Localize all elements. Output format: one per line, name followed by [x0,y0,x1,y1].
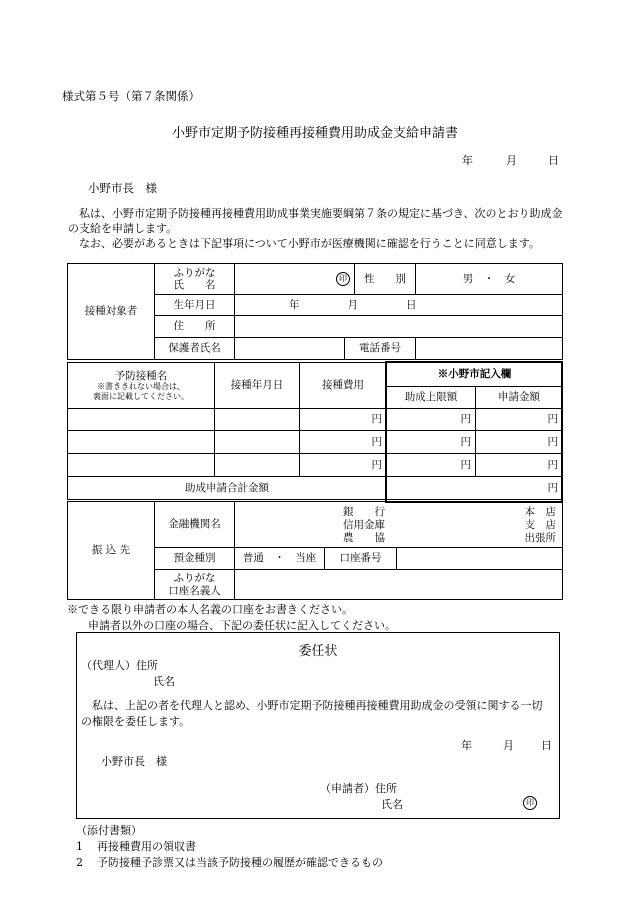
cost-cell[interactable]: 円 [300,431,387,454]
agent-address-label: （代理人）住所 [81,659,158,672]
proxy-box [76,632,560,819]
proxy-note: 申請者以外の口座の場合、下記の委任状に記入してください。 [88,619,396,632]
vaccination-date-cell[interactable] [215,454,300,477]
limit-cell: 円 [387,431,476,454]
cost-cell[interactable]: 円 [300,454,387,477]
applied-amount-header: 申請金額 [476,387,563,409]
applicant-name-label: 氏名 [381,798,403,811]
vaccine-name-cell[interactable] [68,454,215,477]
phone-field[interactable] [416,338,563,360]
address-field[interactable] [235,316,563,338]
limit-cell: 円 [387,454,476,477]
guardian-field[interactable] [235,338,345,360]
account-number-label: 口座番号 [325,548,397,570]
proxy-date-year: 年 [461,739,472,752]
bank-label: 金融機関名 [155,502,235,548]
bank-field[interactable] [235,502,563,548]
table-row [68,431,563,454]
target-section-label: 接種対象者 [68,264,155,360]
seal-mark: 印 [336,272,350,286]
account-note: ※できる限り申請者の本人名義の口座をお書きください。 [67,603,353,616]
limit-amount-header: 助成上限額 [387,387,476,409]
proxy-title: 委任状 [298,644,338,659]
date-year: 年 [462,154,473,167]
total-label: 助成申請合計金額 [68,477,387,500]
bank-type-list: 銀 行 信用金庫 農 協 [343,506,385,544]
birth-label: 生年月日 [155,295,235,316]
table-row [68,409,563,431]
account-number-field[interactable] [397,548,563,570]
table-row [68,454,563,477]
vaccine-name-cell[interactable] [68,409,215,431]
vaccination-date-cell[interactable] [215,409,300,431]
furigana-name-label: ふりがな 氏 名 [155,264,235,295]
attachments-heading: （添付書類） [76,824,142,837]
deposit-type-label: 預金種別 [155,548,235,570]
cost-cell[interactable]: 円 [300,409,387,431]
consent-paragraph: なお、必要があるときは下記事項について小野市が医療機関に確認を行うことに同意します。 [68,237,540,250]
attachment-item: 1 再接種費用の領収書 [76,840,196,853]
account-holder-label: ふりがな 口座名義人 [155,570,235,600]
form-number: 様式第５号（第７条関係） [62,89,200,103]
account-holder-field[interactable] [235,570,563,600]
vaccination-table [67,362,563,500]
city-use-header: ※小野市記入欄 [387,363,563,387]
phone-label: 電話番号 [345,338,416,360]
amount-cell: 円 [476,454,563,477]
applicant-seal: 印 [523,795,537,810]
sex-label: 性 別 [355,264,416,295]
total-amount-cell: 円 [387,477,563,500]
limit-cell: 円 [387,409,476,431]
vaccination-date-cell[interactable] [215,431,300,454]
intro-paragraph: 私は、小野市定期予防接種再接種費用助成事業実施要綱第７条の規定に基づき、次のとおり助成金の支給を申請します。 [68,207,563,235]
amount-cell: 円 [476,431,563,454]
attachment-item: 2 予防接種予診票又は当該予防接種の履歴が確認できるもの [76,856,383,869]
vaccination-date-header: 接種年月日 [215,363,300,409]
birth-field[interactable]: 年 月 日 [235,295,563,316]
deposit-type-choice[interactable]: 普通 ・ 当座 [235,548,325,570]
proxy-text: 私は、上記の者を代理人と認め、小野市定期予防接種再接種費用助成金の受領に関する一切の権限を委任します。 [81,699,543,728]
date-day: 日 [548,154,559,167]
vaccine-name-header: 予防接種名 ※書ききれない場合は、 裏面に記載してください。 [68,363,215,409]
bank-transfer-table [67,501,563,600]
vaccine-name-cell[interactable] [68,431,215,454]
target-person-table [67,263,563,360]
agent-name-label: 氏名 [153,675,175,688]
name-field[interactable] [235,264,355,295]
page-title: 小野市定期予防接種再接種費用助成金支給申請書 [171,126,458,141]
vaccination-cost-header: 接種費用 [300,363,387,409]
proxy-date-day: 日 [541,739,552,752]
guardian-label: 保護者氏名 [155,338,235,360]
addressee: 小野市長 様 [88,181,157,195]
transfer-section-label: 振 込 先 [68,502,155,600]
date-month: 月 [506,154,517,167]
proxy-date-month: 月 [503,739,514,752]
amount-cell: 円 [476,409,563,431]
address-label: 住 所 [155,316,235,338]
sex-choice[interactable]: 男 ・ 女 [416,264,563,295]
branch-type-list: 本 店 支 店 出張所 [524,506,556,544]
proxy-addressee: 小野市長 様 [101,755,167,768]
applicant-address-label: （申請者）住所 [320,782,397,795]
